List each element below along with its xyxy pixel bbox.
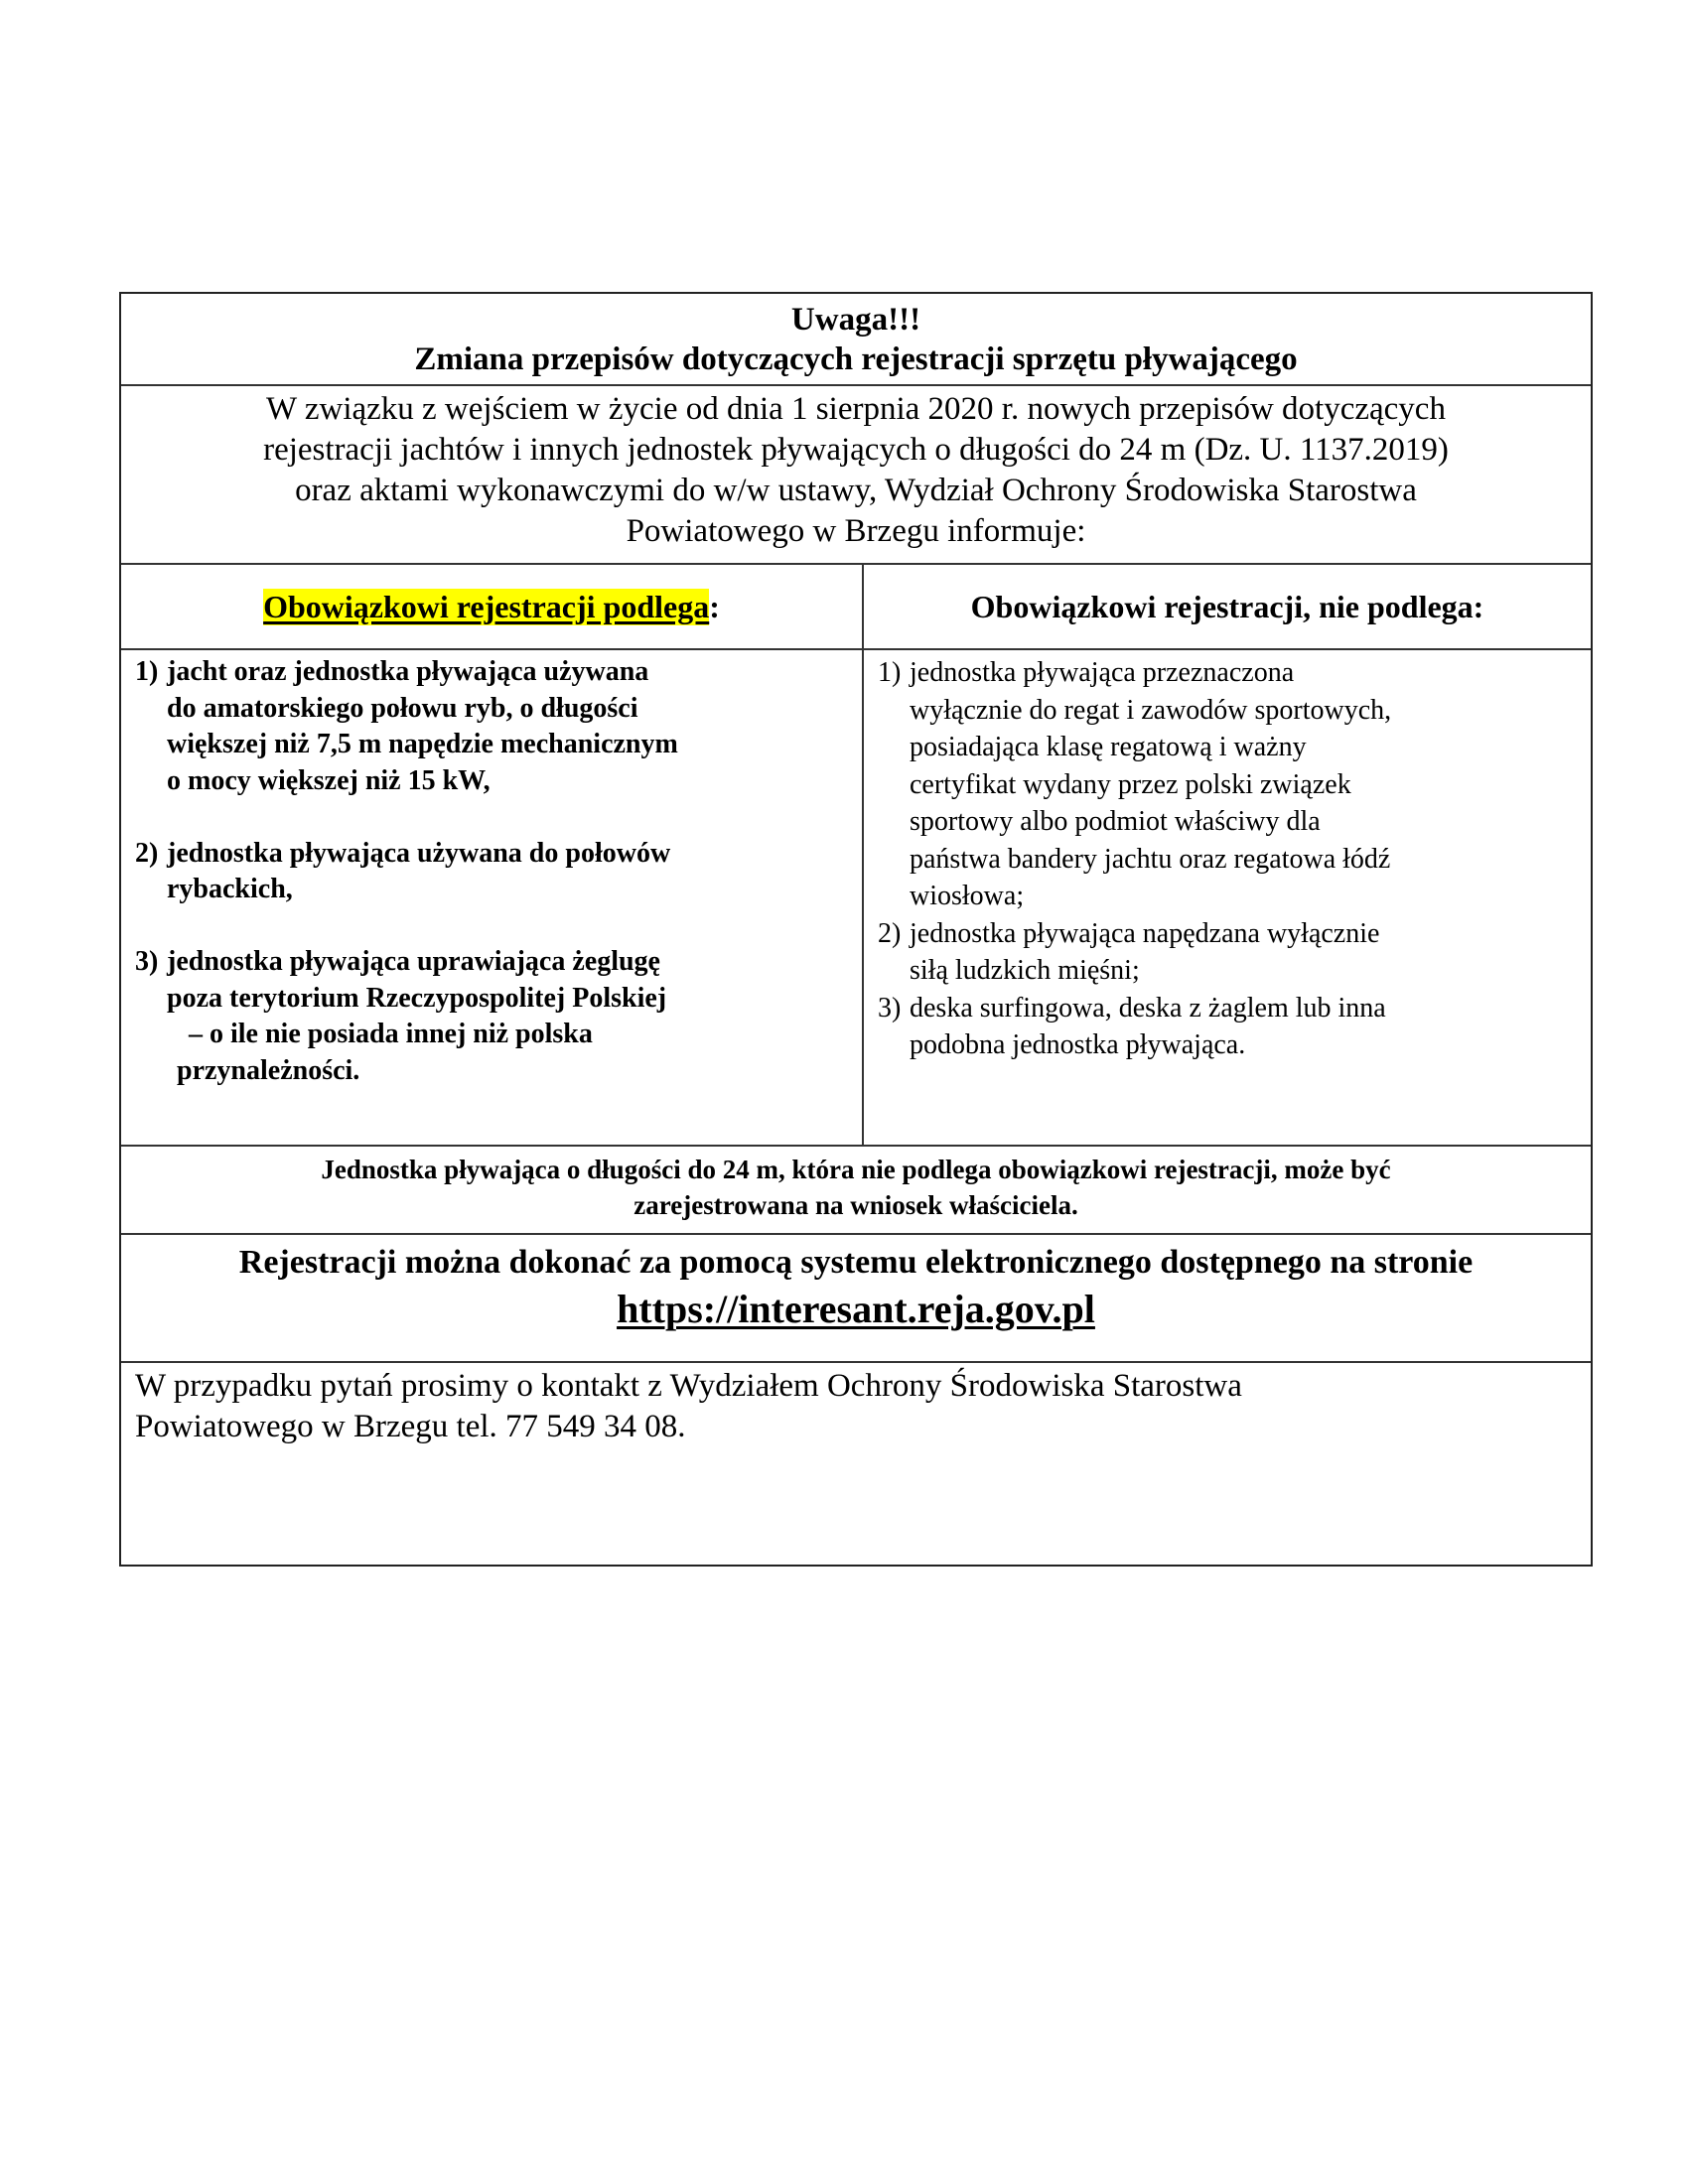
item-text [167, 944, 852, 1089]
item-line: jacht oraz jednostka pływająca używana [167, 656, 649, 687]
column-headings [121, 565, 1591, 650]
note-line: Jednostka pływająca o długości do 24 m, która nie podlega obowiązkowi rejestracji, może być [321, 1155, 1391, 1184]
column-lists [121, 650, 1591, 1147]
intro-paragraph [121, 386, 1591, 565]
required-list [121, 650, 864, 1145]
intro-line: rejestracji jachtów i innych jednostek pływających o długości do 24 m (Dz. U. 1137.2019) [263, 432, 1449, 468]
item-line: deska surfingowa, deska z żaglem lub inna [910, 992, 1386, 1024]
required-heading-cell [121, 565, 864, 648]
required-heading-highlight: Obowiązkowi rejestracji podlega [263, 588, 710, 624]
list-item [878, 915, 1581, 990]
item-line: państwa bandery jachtu oraz regatowa łódź [910, 843, 1391, 875]
registration-link[interactable]: https://interesant.reja.gov.pl [617, 1287, 1095, 1331]
list-item [135, 944, 852, 1089]
voluntary-registration-note [121, 1147, 1591, 1235]
item-text [910, 915, 1581, 990]
item-line: siłą ludzkich mięśni; [910, 955, 1140, 986]
required-heading-colon: : [709, 588, 720, 624]
item-number: 2) [878, 917, 902, 949]
item-line: certyfikat wydany przez polski związek [910, 768, 1351, 800]
item-line: większej niż 7,5 m napędzie mechanicznym [167, 729, 678, 759]
required-heading [121, 565, 862, 648]
item-line: wiosłowa; [910, 881, 1025, 911]
list-item [878, 654, 1581, 915]
item-number: 3) [878, 992, 902, 1024]
item-line: jednostka pływająca przeznaczona [910, 657, 1295, 688]
item-line: do amatorskiego połowu ryb, o długości [167, 692, 638, 724]
item-line: przynależności. [177, 1054, 360, 1086]
item-text [910, 654, 1581, 915]
item-text [910, 990, 1581, 1064]
notice-subtitle: Zmiana przepisów dotyczących rejestracji sprzętu pływającego [414, 341, 1298, 377]
contact-info [121, 1363, 1591, 1565]
registration-text: Rejestracji można dokonać za pomocą systemu elektronicznego dostępnego na stronie [238, 1244, 1474, 1281]
item-number: 2) [135, 837, 159, 869]
note-line: zarejestrowana na wniosek właściciela. [633, 1190, 1078, 1220]
item-line: – o ile nie posiada innej niż polska [189, 1019, 593, 1049]
notice-table [119, 292, 1593, 1567]
intro-line: W związku z wejściem w życie od dnia 1 sierpnia 2020 r. nowych przepisów dotyczących [266, 391, 1446, 427]
notice-header [121, 294, 1591, 386]
item-text [167, 836, 852, 908]
exempt-heading: Obowiązkowi rejestracji, nie podlega: [970, 588, 1484, 624]
registration-info [121, 1235, 1591, 1363]
item-line: sportowy albo podmiot właściwy dla [910, 806, 1321, 837]
item-line: poza terytorium Rzeczypospolitej Polskiej [167, 982, 667, 1014]
item-number: 3) [135, 946, 159, 977]
exempt-heading-cell [864, 565, 1591, 648]
item-text [167, 654, 852, 799]
exempt-list [864, 650, 1591, 1145]
item-line: jednostka pływająca uprawiająca żeglugę [167, 946, 660, 977]
list-item [878, 990, 1581, 1064]
item-line: jednostka pływająca używana do połowów [167, 837, 671, 869]
item-line: jednostka pływająca napędzana wyłącznie [910, 917, 1380, 949]
item-line: posiadająca klasę regatową i ważny [910, 732, 1307, 762]
item-line: wyłącznie do regat i zawodów sportowych, [910, 694, 1392, 726]
intro-line: Powiatowego w Brzegu informuje: [626, 513, 1086, 549]
intro-line: oraz aktami wykonawczymi do w/w ustawy, Wydział Ochrony Środowiska Starostwa [295, 473, 1417, 508]
item-number: 1) [878, 657, 902, 688]
item-line: o mocy większej niż 15 kW, [167, 764, 491, 796]
notice-title: Uwaga!!! [790, 302, 921, 338]
list-item [135, 654, 852, 799]
item-line: rybackich, [167, 874, 293, 904]
item-line: podobna jednostka pływająca. [910, 1029, 1246, 1060]
list-item [135, 836, 852, 908]
item-number: 1) [135, 656, 159, 687]
contact-line: W przypadku pytań prosimy o kontakt z Wydziałem Ochrony Środowiska Starostwa [135, 1368, 1242, 1404]
contact-line: Powiatowego w Brzegu tel. 77 549 34 08. [135, 1409, 686, 1444]
